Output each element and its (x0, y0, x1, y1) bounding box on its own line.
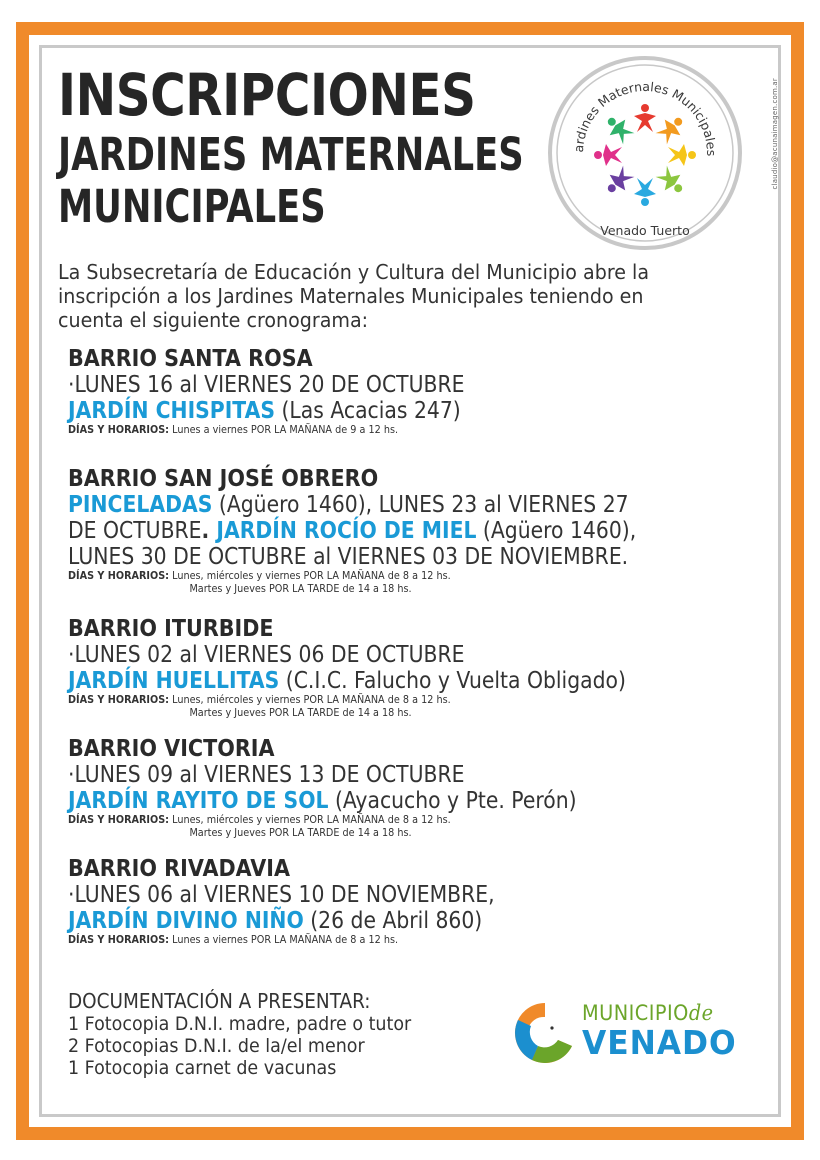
jardin-address: (26 de Abril 860) (303, 908, 483, 934)
documentation-block (68, 989, 441, 1079)
hours-text: Lunes, miércoles y viernes POR LA MAÑANA de 8 a 12 hs. (169, 694, 451, 706)
title-line-1: INSCRIPCIONES (58, 61, 476, 129)
jardin-text: DE OCTUBRE (68, 518, 202, 544)
section-rivadavia (68, 856, 550, 947)
section-hours-afternoon: Martes y Jueves POR LA TARDE de 14 a 18 hs. (189, 707, 412, 719)
section-jardin-line-3: LUNES 30 DE OCTUBRE al VIERNES 03 DE NOVIEMBRE. (68, 544, 629, 570)
municipio-top-word: MUNICIPIO (582, 1001, 689, 1025)
intro-line: cuenta el siguiente cronograma: (58, 308, 369, 332)
section-heading: BARRIO ITURBIDE (68, 616, 274, 642)
jardines-logo (547, 55, 743, 251)
jardin-name: JARDÍN ROCÍO DE MIEL (209, 518, 477, 544)
intro-line: inscripción a los Jardines Maternales Municipales teniendo en (58, 284, 644, 308)
section-jardin-line-2 (68, 518, 636, 544)
jardin-name: JARDÍN DIVINO NIÑO (68, 908, 304, 934)
jardin-dot: . (201, 518, 210, 544)
section-hours (68, 814, 597, 827)
documentation-item: 1 Fotocopia carnet de vacunas (68, 1057, 337, 1079)
municipio-wordmark (582, 1001, 745, 1061)
section-dates: ·LUNES 06 al VIERNES 10 DE NOVIEMBRE, (68, 882, 495, 908)
title-line-3: MUNICIPALES (58, 180, 326, 233)
municipio-venado: VENADO (582, 1023, 737, 1062)
hours-text: Lunes a viernes POR LA MAÑANA de 8 a 12 hs. (169, 934, 399, 946)
section-jardin (68, 398, 464, 424)
section-jardin (68, 908, 495, 934)
section-heading: BARRIO SANTA ROSA (68, 346, 313, 372)
jardin-name: JARDÍN HUELLITAS (68, 668, 280, 694)
section-victoria (68, 736, 643, 840)
municipio-top (582, 1001, 732, 1025)
municipio-de: de (688, 1001, 714, 1025)
section-dates: ·LUNES 02 al VIERNES 06 DE OCTUBRE (68, 642, 465, 668)
section-hours (68, 934, 511, 947)
municipio-logo (512, 998, 762, 1068)
hours-label: DÍAS Y HORARIOS: (68, 814, 170, 826)
section-dates: ·LUNES 16 al VIERNES 20 DE OCTUBRE (68, 372, 465, 398)
section-jardin (68, 668, 626, 694)
hours-label: DÍAS Y HORARIOS: (68, 694, 170, 706)
title-line-2: JARDINES MATERNALES (58, 128, 524, 181)
hours-text: Lunes, miércoles y viernes POR LA MAÑANA de 8 a 12 hs. (169, 570, 451, 582)
jardin-name: JARDÍN CHISPITAS (68, 398, 276, 424)
section-heading: BARRIO RIVADAVIA (68, 856, 291, 882)
logo-arc-text: ardines Maternales Municipales (570, 78, 720, 157)
section-hours-afternoon: Martes y Jueves POR LA TARDE de 14 a 18 hs. (189, 583, 412, 595)
jardin-text: (Agüero 1460), (476, 518, 637, 544)
documentation-item: 1 Fotocopia D.N.I. madre, padre o tutor (68, 1013, 412, 1035)
section-hours-afternoon: Martes y Jueves POR LA TARDE de 14 a 18 hs. (189, 827, 412, 839)
documentation-heading: DOCUMENTACIÓN A PRESENTAR: (68, 989, 371, 1013)
logo-bottom-text: Venado Tuerto (600, 223, 690, 238)
section-santa-rosa (68, 346, 516, 437)
hours-text: Lunes a viernes POR LA MAÑANA de 9 a 12 hs. (169, 424, 399, 436)
section-heading: BARRIO VICTORIA (68, 736, 275, 762)
intro-line: La Subsecretaría de Educación y Cultura del Municipio abre la (58, 260, 650, 284)
section-hours (68, 694, 648, 707)
section-dates: ·LUNES 09 al VIERNES 13 DE OCTUBRE (68, 762, 465, 788)
jardin-name: PINCELADAS (68, 492, 213, 518)
section-jardin (68, 788, 577, 814)
jardin-name: JARDÍN RAYITO DE SOL (68, 788, 329, 814)
section-heading: BARRIO SAN JOSÉ OBRERO (68, 466, 379, 492)
jardin-text: (Agüero 1460), LUNES 23 al VIERNES 27 (212, 492, 629, 518)
section-jardin-line-1 (68, 492, 636, 518)
jardin-address: (Las Acacias 247) (275, 398, 461, 424)
jardin-address: (C.I.C. Falucho y Vuelta Obligado) (279, 668, 626, 694)
section-hours (68, 424, 480, 437)
hours-label: DÍAS Y HORARIOS: (68, 424, 170, 436)
jardin-address: (Ayacucho y Pte. Perón) (328, 788, 577, 814)
hours-text: Lunes, miércoles y viernes POR LA MAÑANA de 8 a 12 hs. (169, 814, 451, 826)
hours-label: DÍAS Y HORARIOS: (68, 570, 170, 582)
documentation-item: 2 Fotocopias D.N.I. de la/el menor (68, 1035, 365, 1057)
hours-label: DÍAS Y HORARIOS: (68, 934, 170, 946)
deer-emblem-icon (512, 1000, 578, 1066)
section-san-jose-obrero (68, 466, 710, 596)
section-hours (68, 570, 659, 583)
section-iturbide (68, 616, 698, 720)
intro-paragraph (58, 260, 758, 332)
designer-credit: claudio@acunaimagen.com.ar (771, 78, 779, 190)
